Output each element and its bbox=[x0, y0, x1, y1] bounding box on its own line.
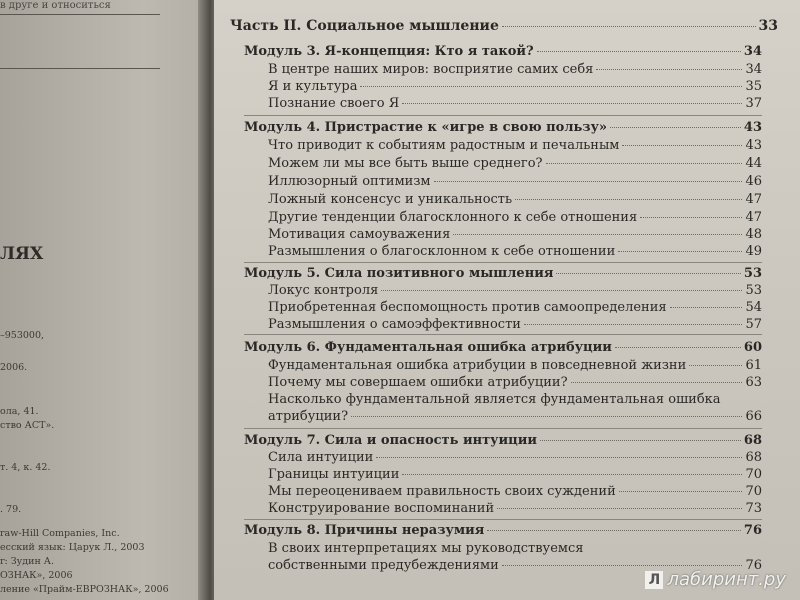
divider bbox=[244, 428, 762, 429]
toc-item-row bbox=[268, 358, 762, 373]
left-fragment: . 79. bbox=[0, 504, 22, 515]
left-fragment: т. 4, к. 42. bbox=[0, 462, 51, 473]
leader-dots bbox=[515, 199, 742, 200]
leader-dots bbox=[434, 181, 743, 182]
toc-item-row bbox=[268, 96, 762, 111]
toc-item-row bbox=[268, 375, 762, 390]
leader-dots bbox=[610, 127, 741, 128]
page-number: 47 bbox=[745, 210, 762, 225]
toc-item-row bbox=[268, 79, 762, 94]
left-fragment: r: Зудин А. bbox=[0, 556, 55, 567]
toc-item-row bbox=[268, 450, 762, 465]
module-title: Модуль 8. Причины неразумия bbox=[244, 523, 485, 538]
item-title: Можем ли мы все быть выше среднего? bbox=[268, 156, 543, 171]
item-title: Мотивация самоуважения bbox=[268, 227, 451, 242]
leader-dots bbox=[596, 69, 742, 70]
toc-item-row bbox=[268, 62, 762, 77]
module-title: Модуль 6. Фундаментальная ошибка атрибуции bbox=[244, 340, 612, 355]
divider bbox=[244, 262, 762, 263]
item-title: Размышления о самоэффективности bbox=[268, 317, 521, 332]
item-title: Мы переоцениваем правильность своих суждений bbox=[268, 484, 616, 499]
toc-item-row bbox=[268, 174, 762, 189]
toc-module-row bbox=[244, 433, 762, 448]
item-title: Другие тенденции благосклонного к себе отношения bbox=[268, 210, 638, 225]
divider bbox=[244, 115, 762, 116]
page-number: 35 bbox=[745, 79, 762, 94]
item-title-line1: Насколько фундаментальной является фундаментальная ошибка bbox=[268, 392, 721, 407]
leader-dots bbox=[502, 565, 743, 566]
item-title: Локус контроля bbox=[268, 283, 379, 298]
toc-item-row-line1 bbox=[268, 392, 762, 407]
page-number: 63 bbox=[745, 375, 762, 390]
item-title: Приобретенная беспомощность против самоопределения bbox=[268, 300, 667, 315]
toc-item-row bbox=[268, 156, 762, 171]
item-title: Я и культура bbox=[268, 79, 358, 94]
toc-module-row bbox=[244, 44, 762, 59]
watermark-logo bbox=[645, 569, 786, 590]
item-title: Размышления о благосклонном к себе отношении bbox=[268, 244, 616, 259]
leader-dots bbox=[689, 365, 742, 366]
page-number: 76 bbox=[745, 558, 762, 573]
divider bbox=[0, 68, 160, 69]
left-fragment: есский язык: Царук Л., 2003 bbox=[0, 542, 145, 553]
leader-dots bbox=[524, 324, 743, 325]
page-number: 34 bbox=[745, 62, 762, 77]
toc-item-row bbox=[268, 317, 762, 332]
left-fragment: 2006. bbox=[0, 362, 28, 373]
toc-item-row bbox=[268, 300, 762, 315]
page-number: 48 bbox=[745, 227, 762, 242]
page-number: 61 bbox=[745, 358, 762, 373]
leader-dots bbox=[381, 290, 742, 291]
item-title: Фундаментальная ошибка атрибуции в повседневной жизни bbox=[268, 358, 687, 373]
toc-item-row bbox=[268, 409, 762, 424]
item-title: Ложный консенсус и уникальность bbox=[268, 192, 513, 207]
toc-item-row bbox=[268, 283, 762, 298]
leader-dots bbox=[402, 474, 742, 475]
module-title: Модуль 4. Пристрастие к «игре в свою пользу» bbox=[244, 120, 608, 135]
left-fragment: –953000, bbox=[0, 330, 45, 341]
left-fragment: ОЗНАК», 2006 bbox=[0, 570, 73, 581]
toc-item-row bbox=[268, 138, 762, 153]
left-fragment: raw-Hill Companies, Inc. bbox=[0, 528, 120, 539]
toc-module-row bbox=[244, 523, 762, 538]
page-number: 49 bbox=[745, 244, 762, 259]
item-title: Почему мы совершаем ошибки атрибуции? bbox=[268, 375, 568, 390]
page-number: 37 bbox=[745, 96, 762, 111]
leader-dots bbox=[402, 103, 742, 104]
page-number: 68 bbox=[745, 450, 762, 465]
leader-dots bbox=[502, 26, 756, 27]
item-title: В центре наших миров: восприятие самих себя bbox=[268, 62, 594, 77]
leader-dots bbox=[640, 217, 742, 218]
page-number: 46 bbox=[745, 174, 762, 189]
item-title: атрибуции? bbox=[268, 409, 349, 424]
item-title: Что приводит к событиям радостным и печальным bbox=[268, 138, 620, 153]
module-title: Модуль 7. Сила и опасность интуиции bbox=[244, 433, 538, 448]
left-fragment: ство АСТ». bbox=[0, 420, 55, 431]
leader-dots bbox=[556, 273, 740, 274]
toc-item-row bbox=[268, 227, 762, 242]
leader-dots bbox=[546, 163, 743, 164]
left-fragment: ление «Прайм-ЕВРОЗНАК», 2006 bbox=[0, 584, 169, 595]
leader-dots bbox=[618, 251, 742, 252]
page-number: 66 bbox=[745, 409, 762, 424]
leader-dots bbox=[571, 382, 743, 383]
divider bbox=[244, 334, 762, 335]
leader-dots bbox=[497, 508, 742, 509]
toc-item-row bbox=[268, 192, 762, 207]
leader-dots bbox=[670, 307, 743, 308]
leader-dots bbox=[622, 145, 742, 146]
leader-dots bbox=[376, 457, 742, 458]
page-number: 73 bbox=[745, 501, 762, 516]
toc-module-row bbox=[244, 266, 762, 281]
toc-page bbox=[214, 0, 800, 600]
toc-item-row bbox=[268, 210, 762, 225]
page-number: 44 bbox=[745, 156, 762, 171]
divider bbox=[0, 14, 160, 15]
leader-dots bbox=[615, 347, 741, 348]
toc-module-row bbox=[244, 120, 762, 135]
page-number: 43 bbox=[745, 138, 762, 153]
item-title-line1: В своих интерпретациях мы руководствуемся bbox=[268, 541, 584, 556]
watermark-text: лабиринт.ру bbox=[667, 569, 786, 590]
page-number: 68 bbox=[743, 433, 762, 448]
labirint-logo-icon: Л bbox=[645, 571, 663, 589]
toc-item-row bbox=[268, 467, 762, 482]
page-number: 76 bbox=[743, 523, 762, 538]
part-title: Часть II. Социальное мышление bbox=[230, 18, 499, 34]
module-title: Модуль 5. Сила позитивного мышления bbox=[244, 266, 554, 281]
page-number: 34 bbox=[743, 44, 762, 59]
page-number: 53 bbox=[743, 266, 762, 281]
leader-dots bbox=[351, 416, 742, 417]
item-title: собственными предубеждениями bbox=[268, 558, 499, 573]
item-title: Границы интуиции bbox=[268, 467, 400, 482]
toc-item-row bbox=[268, 484, 762, 499]
page-number: 57 bbox=[745, 317, 762, 332]
page-number: 53 bbox=[745, 283, 762, 298]
page-number: 54 bbox=[745, 300, 762, 315]
page-number: 33 bbox=[758, 18, 778, 34]
divider bbox=[244, 519, 762, 520]
item-title: Иллюзорный оптимизм bbox=[268, 174, 431, 189]
leader-dots bbox=[619, 491, 743, 492]
page-number: 43 bbox=[743, 120, 762, 135]
toc-item-row-line1 bbox=[268, 541, 762, 556]
page-number: 70 bbox=[745, 484, 762, 499]
page-number: 70 bbox=[745, 467, 762, 482]
left-top-line: в друге и относиться bbox=[0, 0, 111, 11]
toc-item-row bbox=[268, 244, 762, 259]
leader-dots bbox=[487, 530, 741, 531]
page-number: 60 bbox=[743, 340, 762, 355]
left-page bbox=[0, 0, 205, 600]
left-fragment: ола, 41. bbox=[0, 406, 39, 417]
left-heading-fragment: ЛЯХ bbox=[0, 244, 44, 264]
item-title: Конструирование воспоминаний bbox=[268, 501, 495, 516]
toc-module-row bbox=[244, 340, 762, 355]
module-title: Модуль 3. Я-концепция: Кто я такой? bbox=[244, 44, 534, 59]
leader-dots bbox=[453, 234, 742, 235]
toc-part-row bbox=[230, 18, 778, 34]
page-number: 47 bbox=[745, 192, 762, 207]
item-title: Сила интуиции bbox=[268, 450, 374, 465]
toc-item-row bbox=[268, 501, 762, 516]
item-title: Познание своего Я bbox=[268, 96, 400, 111]
leader-dots bbox=[537, 51, 741, 52]
leader-dots bbox=[360, 86, 742, 87]
leader-dots bbox=[540, 440, 741, 441]
